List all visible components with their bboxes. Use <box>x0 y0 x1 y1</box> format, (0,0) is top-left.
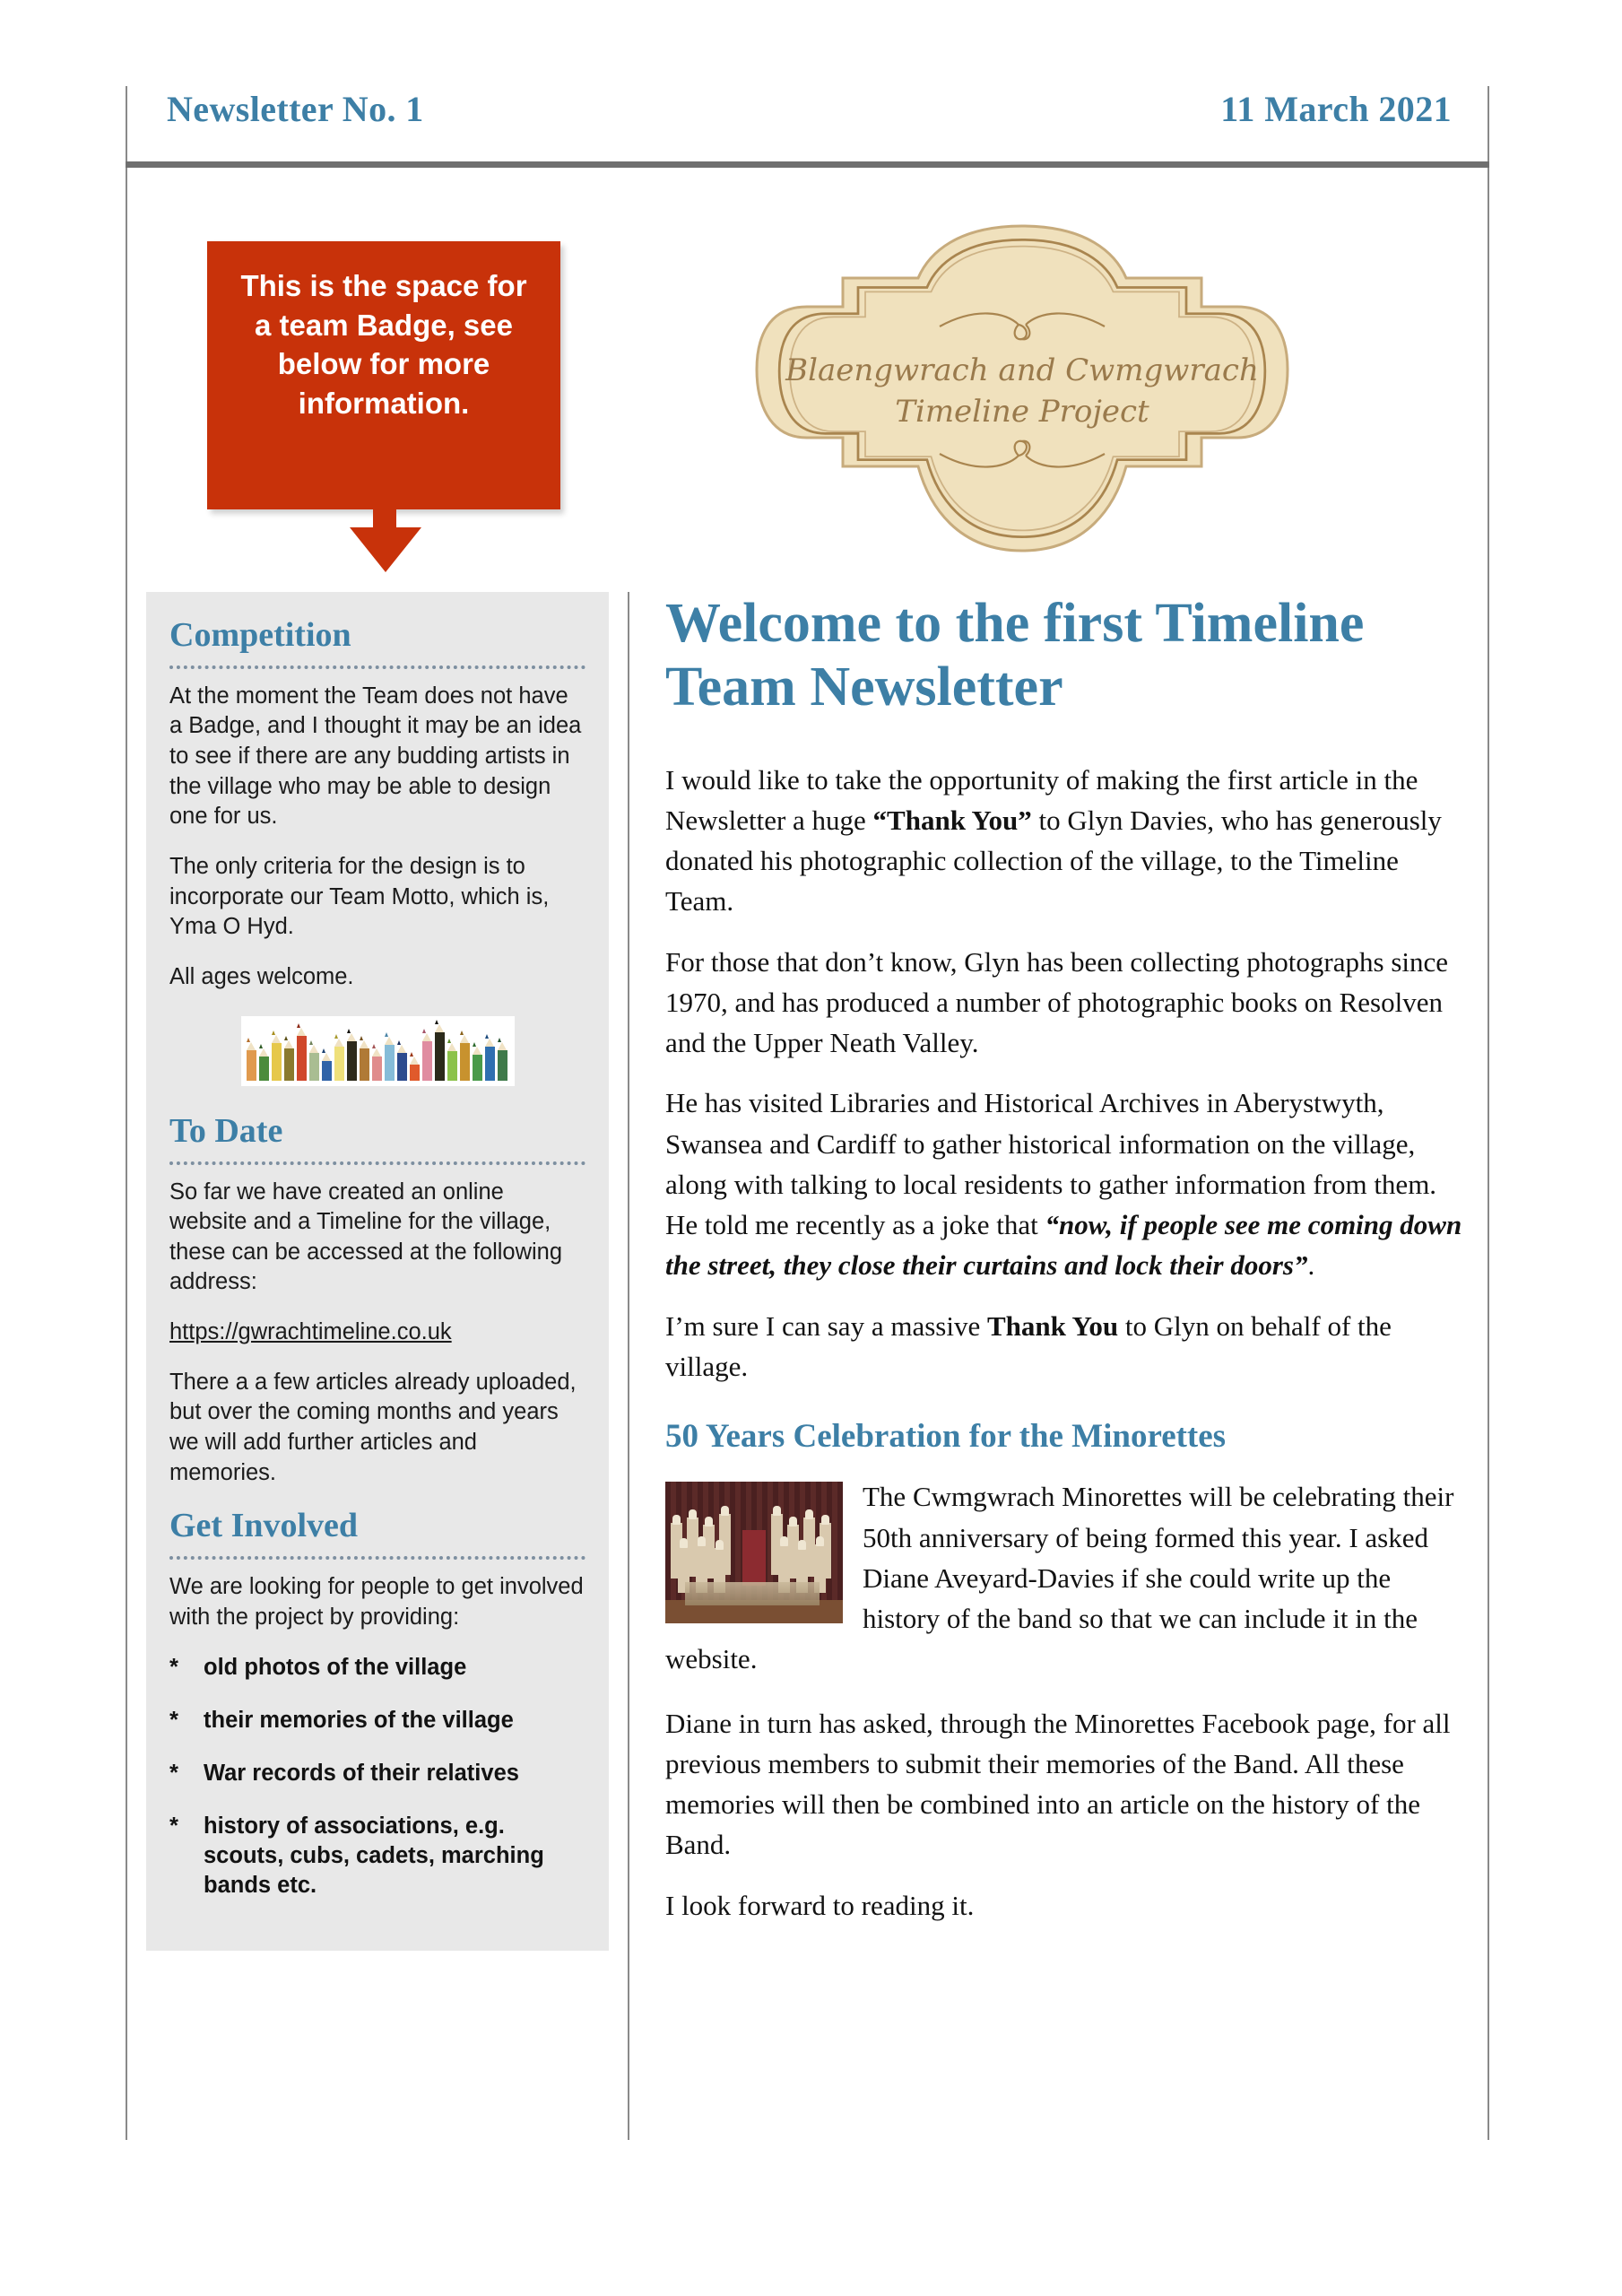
bullet-marker: * <box>169 1760 178 1786</box>
paragraph-text: I’m sure I can say a massive <box>665 1309 987 1342</box>
minorettes-paragraph-2: Diane in turn has asked, through the Minorettes Facebook page, for all previous members to submit their memories of the Band. All these memories will then be combined into an article on the history of the Band. <box>665 1707 1451 1861</box>
get-involved-intro: We are looking for people to get involved with the project by providing: <box>169 1574 584 1630</box>
closing-paragraph: I look forward to reading it. <box>665 1889 975 1921</box>
callout-arrow-icon <box>350 527 421 572</box>
sidebar-heading-get-involved: Get Involved <box>169 1507 359 1545</box>
thank-you-emphasis: “Thank You” <box>872 804 1032 836</box>
article-paragraph-2: For those that don’t know, Glyn has been collecting photographs since 1970, and has produced a number of photographic books on Resolven and the Upper Neath Valley. <box>665 945 1449 1059</box>
sidebar-heading-competition: Competition <box>169 616 351 654</box>
competition-paragraph-1: At the moment the Team does not have a Badge, and I thought it may be an idea to see if there are any budding artists in the village who may be able to design one for us. <box>169 683 582 830</box>
photo-lead-figure <box>742 1530 766 1586</box>
badge-space-callout-text: This is the space for a team Badge, see below for more information. <box>240 269 527 420</box>
logo-line-2: Timeline Project <box>895 394 1149 430</box>
list-item-label: history of associations, e.g. scouts, cubs, cadets, marching bands etc. <box>204 1813 544 1899</box>
photo-foreground-props <box>685 1582 820 1605</box>
left-margin-rule <box>126 86 127 2140</box>
newsletter-date: 11 March 2021 <box>1220 89 1452 129</box>
competition-paragraph-3: All ages welcome. <box>169 964 354 990</box>
article-paragraph-1 <box>665 760 1472 922</box>
sidebar-heading-to-date: To Date <box>169 1111 283 1150</box>
article-paragraph-3 <box>665 1083 1472 1285</box>
to-date-paragraph-1: So far we have created an online website and a Timeline for the village, these can be accessed at the following address: <box>169 1178 563 1295</box>
list-item <box>169 1653 585 1683</box>
bullet-marker: * <box>169 1707 178 1733</box>
list-item <box>169 1759 585 1788</box>
page-title: Welcome to the first Timeline Team Newsletter <box>665 593 1365 718</box>
header-rule <box>126 161 1489 168</box>
minorettes-band-photo <box>665 1482 843 1623</box>
glyn-quote: “now, if people see me coming down the street, they close their curtains and lock their doors” <box>665 1209 1462 1282</box>
project-logo <box>753 213 1291 563</box>
to-date-paragraph-2: There a a few articles already uploaded, but over the coming months and years we will add further articles and memories. <box>169 1369 577 1485</box>
bullet-marker: * <box>169 1654 178 1680</box>
minorettes-paragraph: The Cwmgwrach Minorettes will be celebrating their 50th anniversary of being formed this year. I asked Diane Aveyard-Davies if she could write up the history of the band so that we can include it in the website. <box>665 1481 1454 1675</box>
sidebar-divider <box>169 1556 585 1560</box>
list-item <box>169 1812 585 1900</box>
newsletter-issue-title: Newsletter No. 1 <box>167 89 424 129</box>
list-item <box>169 1706 585 1735</box>
list-item-label: old photos of the village <box>204 1654 467 1680</box>
column-divider-rule <box>628 592 629 2140</box>
sidebar <box>146 592 609 1951</box>
bullet-marker: * <box>169 1813 178 1839</box>
right-margin-rule <box>1488 86 1489 2140</box>
list-item-label: War records of their relatives <box>204 1760 519 1786</box>
logo-line-1: Blaengwrach and Cwmgwrach <box>785 352 1259 388</box>
sidebar-divider <box>169 1161 585 1165</box>
section-heading-minorettes: 50 Years Celebration for the Minorettes <box>665 1418 1227 1456</box>
timeline-website-link[interactable]: https://gwrachtimeline.co.uk <box>169 1319 452 1345</box>
coloured-pencils-image <box>241 1016 515 1086</box>
sidebar-divider <box>169 665 585 669</box>
paragraph-text: to Glyn Davies, who has generously donated his photographic collection of the village, to the Timeline Team. <box>665 804 1442 918</box>
paragraph-text: I would like to take the opportunity of making the first article in the Newsletter a huge <box>665 763 1418 836</box>
badge-space-callout <box>207 241 560 509</box>
list-item-label: their memories of the village <box>204 1707 514 1733</box>
main-column <box>665 592 1472 1945</box>
competition-paragraph-2: The only criteria for the design is to incorporate our Team Motto, which is, Yma O Hyd. <box>169 854 550 940</box>
article-paragraph-4 <box>665 1306 1472 1387</box>
thank-you-emphasis: Thank You <box>986 1309 1119 1342</box>
paragraph-text: . <box>1307 1249 1315 1282</box>
paragraph-text: to Glyn on behalf of the village. <box>665 1309 1392 1382</box>
minorettes-intro-block <box>665 1476 1472 1679</box>
paragraph-text: He has visited Libraries and Historical Archives in Aberystwyth, Swansea and Cardiff to gather historical information on the village, along with talking to local residents to gather information from them. He told me recently as a joke that <box>665 1087 1437 1241</box>
